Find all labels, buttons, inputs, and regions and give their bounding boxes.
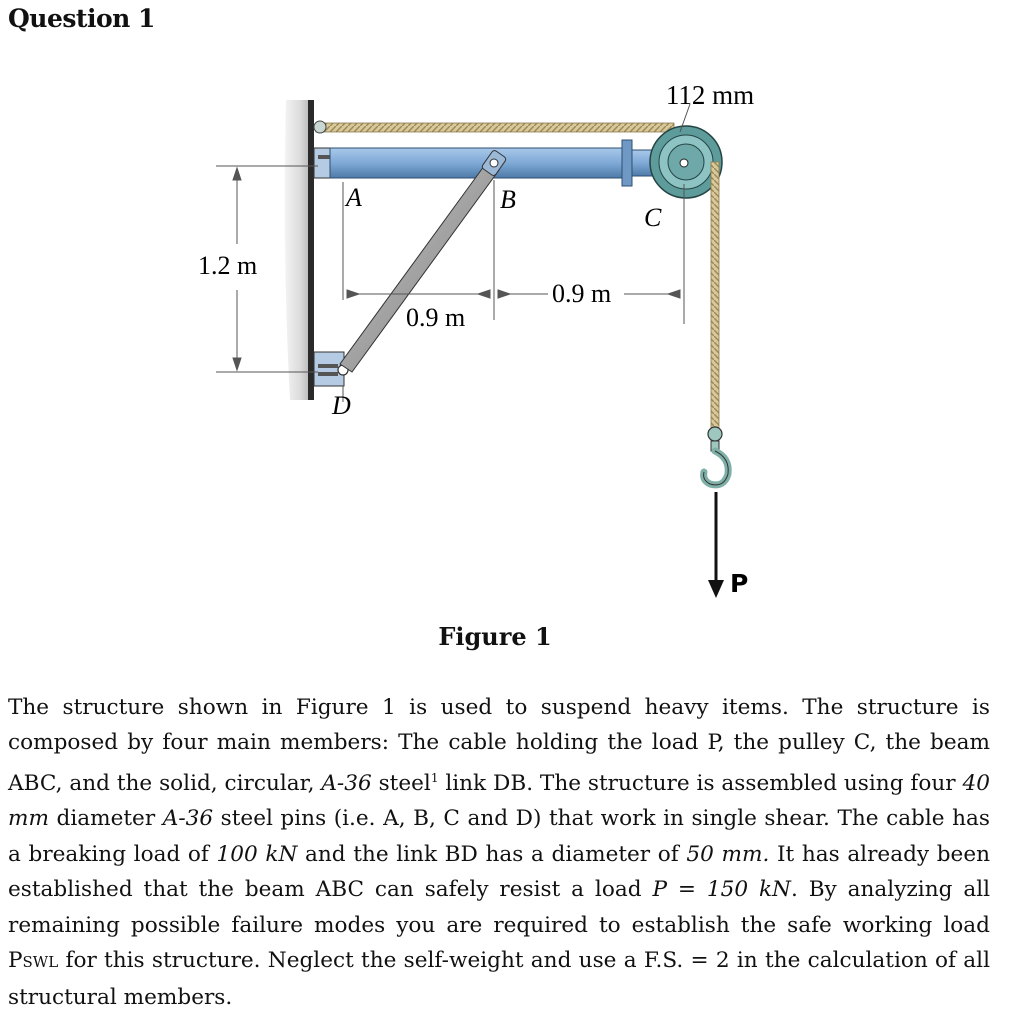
problem-statement: The structure shown in Figure 1 is used to suspend heavy items. The structure is composed by four main members: The cable holding the load P, the pulley C, the beam ABC, and the solid, circular, A-36 steel$^1$ link DB. The structure is assembled using four 40 mm diameter A-36 steel pins (i.e. A, B, C and D) that work in single shear. The cable has a breaking load of 100 kN and the link BD has a diameter of 50 mm. It has already been established that the beam ABC can safely resist a load P = 150 kN. By analyzing all remaining possible failure modes you are required to establish the safe working load PSWL for this structure. Neglect the self-weight and use a F.S. = 2 in the calculation of all structural members. — [8, 695, 991, 1011]
figure-1-diagram — [0, 60, 1010, 620]
bracket-d — [314, 352, 348, 386]
vertical-cable — [711, 162, 719, 430]
top-cable — [314, 121, 674, 133]
point-c-label: C — [644, 203, 662, 232]
height-label: 1.2 m — [198, 251, 258, 280]
link-db — [340, 149, 507, 372]
point-d-label: D — [332, 391, 351, 420]
hook — [704, 427, 729, 485]
span-ab-label: 0.9 m — [406, 303, 466, 332]
point-b-label: B — [500, 185, 516, 214]
point-a-label: A — [346, 183, 362, 212]
pulley-diameter-label: 112 mm — [665, 80, 755, 110]
span-bc-label: 0.9 m — [552, 279, 612, 308]
question-heading: Question 1 — [8, 4, 155, 33]
load-arrow — [708, 492, 724, 598]
figure-caption: Figure 1 — [438, 622, 552, 651]
wall — [285, 100, 314, 400]
load-label: P — [730, 569, 749, 598]
